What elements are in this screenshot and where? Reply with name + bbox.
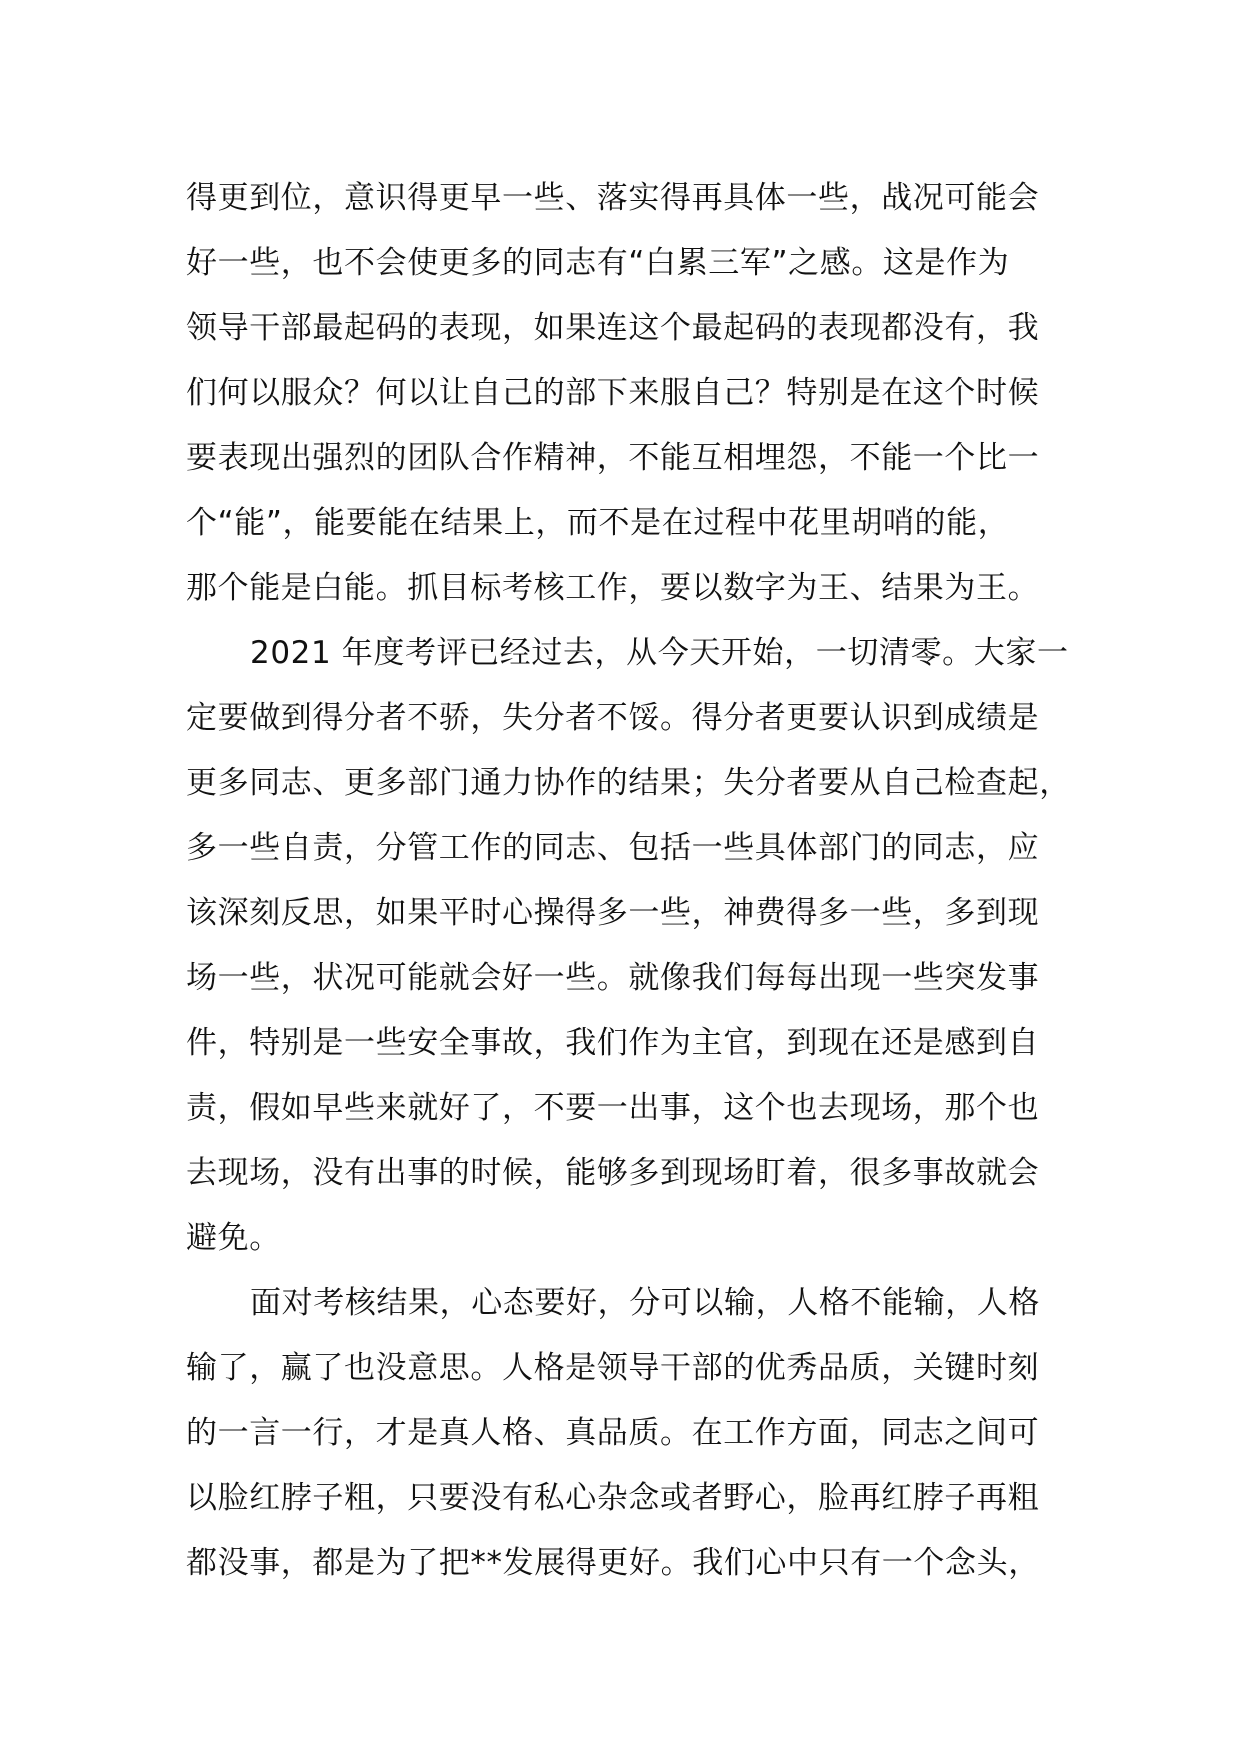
text-line: 得更到位，意识得更早一些、落实得再具体一些，战况可能会 — [186, 180, 1040, 216]
text-line: 的一言一行，才是真人格、真品质。在工作方面，同志之间可 — [186, 1415, 1040, 1451]
text-line: 都没事，都是为了把**发展得更好。我们心中只有一个念头， — [186, 1545, 1040, 1581]
text-line: 好一些，也不会使更多的同志有“白累三军”之感。这是作为 — [186, 245, 1010, 281]
text-line: 领导干部最起码的表现，如果连这个最起码的表现都没有，我 — [186, 310, 1040, 346]
text-line: 那个能是白能。抓目标考核工作，要以数字为王、结果为王。 — [186, 570, 1040, 606]
text-line: 该深刻反思，如果平时心操得多一些，神费得多一些，多到现 — [186, 895, 1040, 931]
text-line: 个“能”，能要能在结果上，而不是在过程中花里胡哨的能， — [186, 505, 1010, 541]
text-line: 去现场，没有出事的时候，能够多到现场盯着，很多事故就会 — [186, 1155, 1040, 1191]
text-line: 责，假如早些来就好了，不要一出事，这个也去现场，那个也 — [186, 1090, 1040, 1126]
text-line: 们何以服众？何以让自己的部下来服自己？特别是在这个时候 — [186, 375, 1040, 411]
paragraph-start-line: 2021 年度考评已经过去，从今天开始，一切清零。大家一 — [250, 635, 1069, 671]
text-line: 场一些，状况可能就会好一些。就像我们每每出现一些突发事 — [186, 960, 1040, 996]
text-line: 定要做到得分者不骄，失分者不馁。得分者更要认识到成绩是 — [186, 700, 1040, 736]
text-line: 多一些自责，分管工作的同志、包括一些具体部门的同志，应 — [186, 830, 1040, 866]
text-line: 件，特别是一些安全事故，我们作为主官，到现在还是感到自 — [186, 1025, 1040, 1061]
text-line: 更多同志、更多部门通力协作的结果；失分者要从自己检查起， — [186, 765, 1071, 801]
text-line: 以脸红脖子粗，只要没有私心杂念或者野心，脸再红脖子再粗 — [186, 1480, 1040, 1516]
body-text — [186, 166, 1086, 1596]
paragraph-start-line: 面对考核结果，心态要好，分可以输，人格不能输，人格 — [250, 1285, 1040, 1321]
text-line: 避免。 — [186, 1220, 281, 1256]
text-line: 输了，赢了也没意思。人格是领导干部的优秀品质，关键时刻 — [186, 1350, 1040, 1386]
text-line: 要表现出强烈的团队合作精神，不能互相埋怨，不能一个比一 — [186, 440, 1040, 476]
